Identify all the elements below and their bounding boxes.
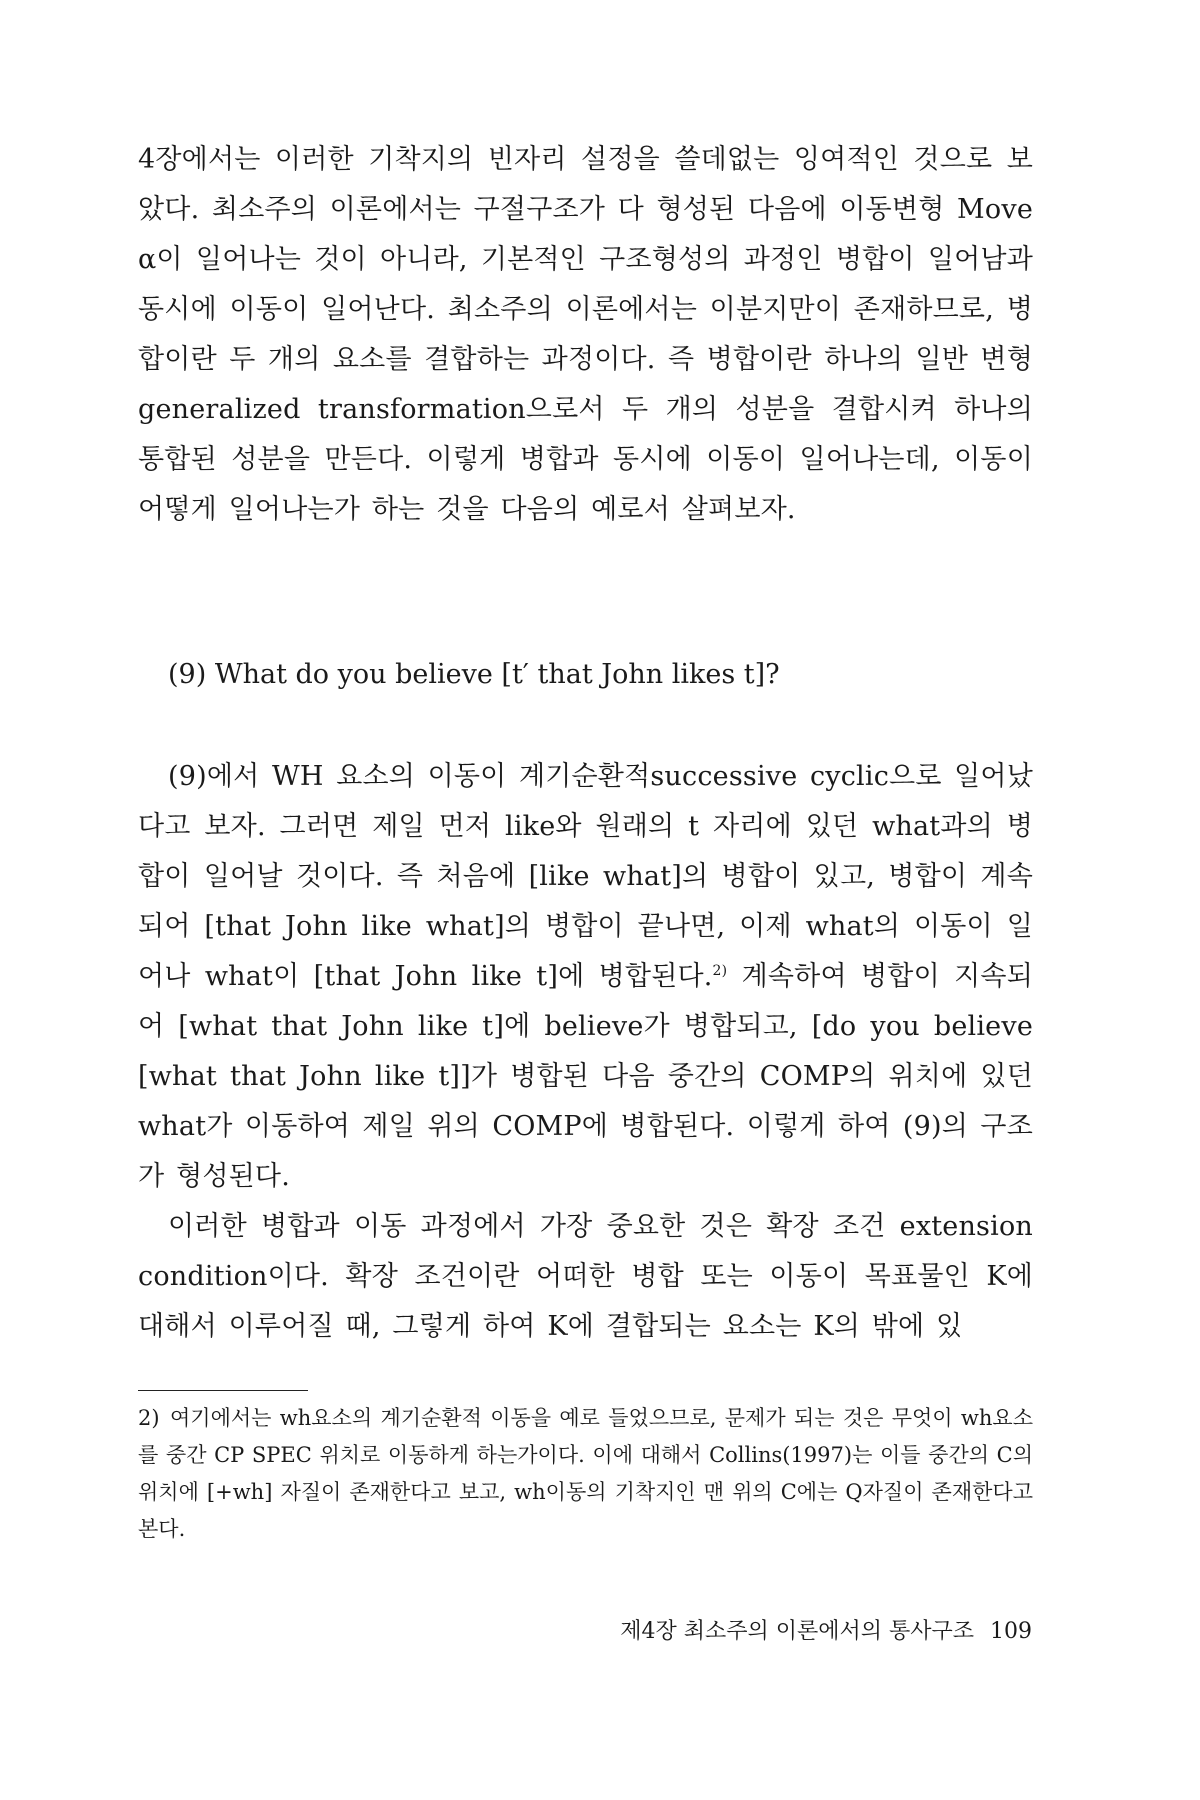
footnote-text: 여기에서는 wh요소의 계기순환적 이동을 예로 들었으므로, 문제가 되는 것은 무엇이 wh요소를 중간 CP SPEC 위치로 이동하게 하는가이다. 이에 대해서 Collins(1997)는 이들 중간의 C의 위치에 [+wh] 자질이 존재한다고 보고, wh이동의 기착지인 맨 위의 C에는 Q자질이 존재한다고 본다. [138, 1406, 1033, 1541]
running-footer [620, 1617, 1032, 1647]
footnote-marker: 2) [712, 963, 728, 979]
paragraph-1: 4장에서는 이러한 기착지의 빈자리 설정을 쓸데없는 잉여적인 것으로 보았다. 최소주의 이론에서는 구절구조가 다 형성된 다음에 이동변형 Move α이 일어나는 것이 아니라, 기본적인 구조형성의 과정인 병합이 일어남과 동시에 이동이 일어난다. 최소주의 이론에서는 이분지만이 존재하므로, 병합이란 두 개의 요소를 결합하는 과정이다. 즉 병합이란 하나의 일반 변형 generalized transformation으로서 두 개의 성분을 결합시켜 하나의 통합된 성분을 만든다. 이렇게 병합과 동시에 이동이 일어나는데, 이동이 어떻게 일어나는가 하는 것을 다음의 예로서 살펴보자. [138, 144, 1033, 525]
footnote-divider [138, 1390, 308, 1391]
paragraph-3: 이러한 병합과 이동 과정에서 가장 중요한 것은 확장 조건 extension condition이다. 확장 조건이란 어떠한 병합 또는 이동이 목표물인 K에 대해서 이루어질 때, 그렇게 하여 K에 결합되는 요소는 K의 밖에 있 [138, 1211, 1033, 1342]
main-text-top [138, 135, 1033, 535]
page-number: 109 [990, 1619, 1032, 1644]
main-text-bottom [138, 752, 1033, 1352]
example-sentence-9: (9) What do you believe [t′ that John likes t]? [168, 659, 780, 690]
paragraph-2-part-2: 계속하여 병합이 지속되어 [what that John like t]에 believe가 병합되고, [do you believe [what that John like t]]가 병합된 다음 중간의 COMP의 위치에 있던 what가 이동하여 제일 위의 COMP에 병합된다. 이렇게 하여 (9)의 구조가 형성된다. [138, 961, 1033, 1192]
footnote-number: 2) [138, 1406, 160, 1430]
footnote-2 [138, 1400, 1033, 1548]
paragraph-2-part-1: (9)에서 WH 요소의 이동이 계기순환적successive cyclic으로 일어났다고 보자. 그러면 제일 먼저 like와 원래의 t 자리에 있던 what과의 병합이 일어날 것이다. 즉 처음에 [like what]의 병합이 있고, 병합이 계속되어 [that John like what]의 병합이 끝나면, 이제 what의 이동이 일어나 what이 [that John like t]에 병합된다. [138, 761, 1033, 992]
paragraph-2 [138, 752, 1033, 1202]
footer-chapter-title: 제4장 최소주의 이론에서의 통사구조 [620, 1619, 974, 1644]
